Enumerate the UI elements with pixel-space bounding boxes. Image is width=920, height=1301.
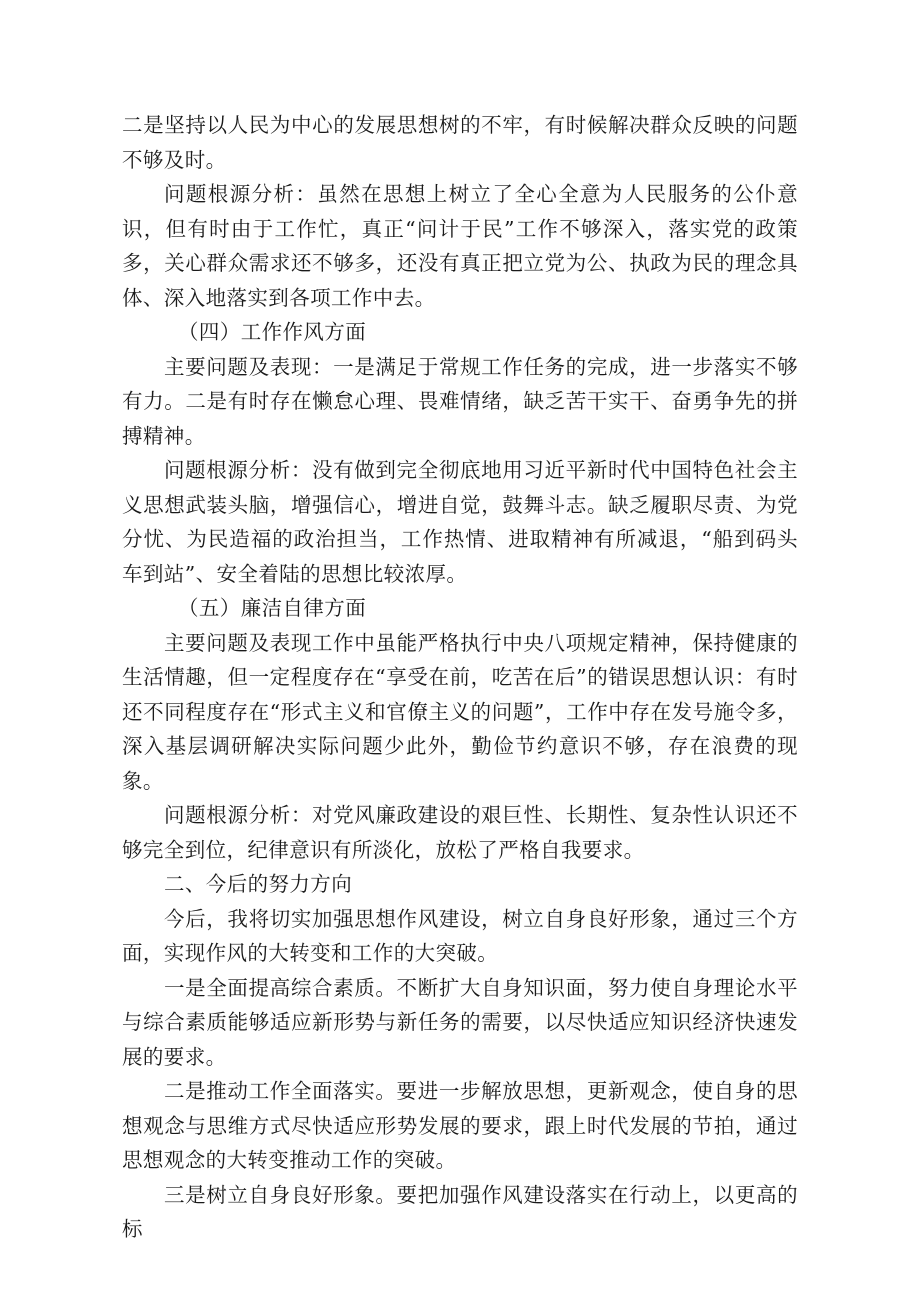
paragraph-2: 问题根源分析：虽然在思想上树立了全心全意为人民服务的公仆意识，但有时由于工作忙，真正“问计于民”工作不够深入，落实党的政策多，关心群众需求还不够多，还没有真正把立党为公、执政为民的理念具体、深入地落实到各项工作中去。 xyxy=(122,182,798,310)
paragraph-9: 二是推动工作全面落实。要进一步解放思想，更新观念，使自身的思想观念与思维方式尽快适应形势发展的要求，跟上时代发展的节拍，通过思想观念的大转变推动工作的突破。 xyxy=(122,1079,798,1172)
paragraph-1: 二是坚持以人民为中心的发展思想树的不牢，有时候解决群众反映的问题不够及时。 xyxy=(122,113,798,172)
paragraph-10: 三是树立自身良好形象。要把加强作风建设落实在行动上，以更高的标 xyxy=(122,1182,798,1241)
paragraph-5: 主要问题及表现工作中虽能严格执行中央八项规定精神，保持健康的生活情趣，但一定程度存在“享受在前，吃苦在后”的错误思想认识：有时还不同程度存在“形式主义和官僚主义的问题”，工作中存在发号施令多，深入基层调研解决实际问题少此外，勤俭节约意识不够，存在浪费的现象。 xyxy=(122,630,798,793)
paragraph-6: 问题根源分析：对党风廉政建设的艰巨性、长期性、复杂性认识还不够完全到位，纪律意识有所淡化，放松了严格自我要求。 xyxy=(122,803,798,862)
paragraph-3: 主要问题及表现：一是满足于常规工作任务的完成，进一步落实不够有力。二是有时存在懒怠心理、畏难情绪，缺乏苦干实干、奋勇争先的拼搏精神。 xyxy=(122,354,798,448)
paragraph-7: 今后，我将切实加强思想作风建设，树立自身良好形象，通过三个方面，实现作风的大转变和工作的大突破。 xyxy=(122,906,798,965)
section-heading-5: （五）廉洁自律方面 xyxy=(178,596,367,620)
document-body xyxy=(122,108,798,1247)
paragraph-4: 问题根源分析：没有做到完全彻底地用习近平新时代中国特色社会主义思想武装头脑，增强信心，增进自觉，鼓舞斗志。缺乏履职尽责、为党分忧、为民造福的政治担当，工作热情、进取精神有所减退，“船到码头车到站”、安全着陆的思想比较浓厚。 xyxy=(122,458,798,586)
section-heading-4: （四）工作作风方面 xyxy=(178,320,367,344)
section-heading-2: 二、今后的努力方向 xyxy=(164,872,353,896)
paragraph-8: 一是全面提高综合素质。不断扩大自身知识面，努力使自身理论水平与综合素质能够适应新形势与新任务的需要，以尽快适应知识经济快速发展的要求。 xyxy=(122,975,798,1069)
